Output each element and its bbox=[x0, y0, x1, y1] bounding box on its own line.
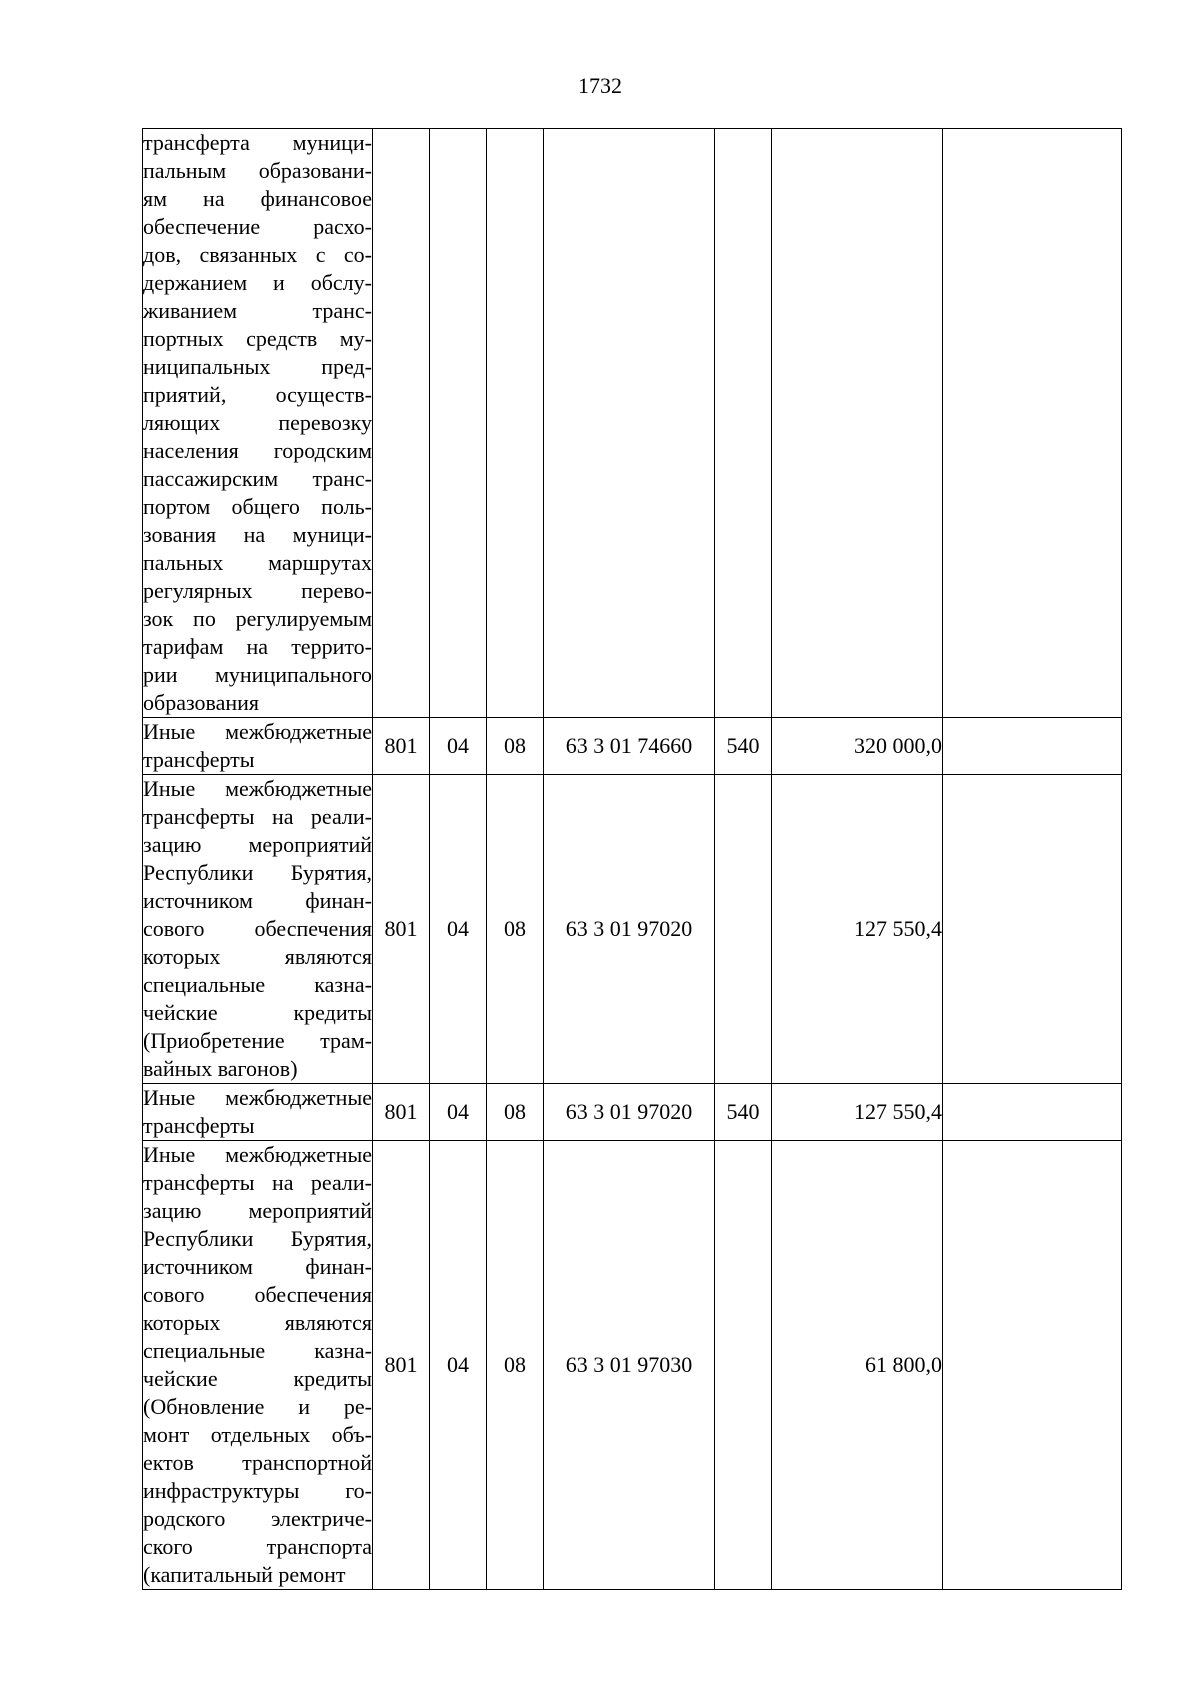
description-line: источником финан- bbox=[143, 888, 372, 913]
target-article-cell bbox=[544, 129, 715, 718]
description-line: обеспечение расхо- bbox=[143, 214, 372, 239]
description-line: сового обеспечения bbox=[143, 916, 372, 941]
amount-cell: 61 800,0 bbox=[772, 1141, 943, 1590]
extra-cell bbox=[943, 1141, 1122, 1590]
subsection-code-cell: 08 bbox=[487, 1141, 544, 1590]
description-cell bbox=[143, 1141, 373, 1590]
subsection-code-cell: 08 bbox=[487, 718, 544, 775]
description-line: пальных маршрутах bbox=[143, 550, 372, 575]
amount-cell: 320 000,0 bbox=[772, 718, 943, 775]
description-line: зацию мероприятий bbox=[143, 1198, 372, 1223]
table-row bbox=[143, 775, 1122, 1084]
expense-type-cell bbox=[715, 129, 772, 718]
description-line: сового обеспечения bbox=[143, 1282, 372, 1307]
target-article-cell: 63 3 01 97020 bbox=[544, 1084, 715, 1141]
description-line: чейские кредиты bbox=[143, 1000, 372, 1025]
description-line: зацию мероприятий bbox=[143, 832, 372, 857]
amount-cell bbox=[772, 129, 943, 718]
table-row bbox=[143, 1141, 1122, 1590]
expense-type-cell: 540 bbox=[715, 718, 772, 775]
description-line: образования bbox=[143, 690, 260, 715]
section-code-cell: 04 bbox=[430, 1084, 487, 1141]
table-row bbox=[143, 129, 1122, 718]
description-line: пальным образовани- bbox=[143, 158, 372, 183]
extra-cell bbox=[943, 1084, 1122, 1141]
description-line: приятий, осуществ- bbox=[143, 382, 372, 407]
budget-table bbox=[142, 128, 1122, 1590]
description-line: ям на финансовое bbox=[143, 186, 372, 211]
description-line: зок по регулируемым bbox=[143, 606, 372, 631]
description-line: портных средств му- bbox=[143, 326, 372, 351]
description-line: пассажирским транс- bbox=[143, 466, 372, 491]
grbs-code-cell: 801 bbox=[373, 1141, 430, 1590]
extra-cell bbox=[943, 718, 1122, 775]
amount-cell: 127 550,4 bbox=[772, 775, 943, 1084]
description-line: чейские кредиты bbox=[143, 1366, 372, 1391]
description-line: источником финан- bbox=[143, 1254, 372, 1279]
target-article-cell: 63 3 01 97020 bbox=[544, 775, 715, 1084]
budget-table-body bbox=[143, 129, 1122, 1590]
target-article-cell: 63 3 01 97030 bbox=[544, 1141, 715, 1590]
description-line: Республики Бурятия, bbox=[143, 1226, 372, 1251]
description-line: трансферты на реали- bbox=[143, 1170, 372, 1195]
description-cell bbox=[143, 1084, 373, 1141]
description-line: Иные межбюджетные bbox=[143, 1142, 372, 1167]
description-line: инфраструктуры го- bbox=[143, 1478, 372, 1503]
description-line: монт отдельных объ- bbox=[143, 1422, 372, 1447]
grbs-code-cell: 801 bbox=[373, 718, 430, 775]
description-line: специальные казна- bbox=[143, 972, 372, 997]
table-row bbox=[143, 1084, 1122, 1141]
grbs-code-cell: 801 bbox=[373, 1084, 430, 1141]
grbs-code-cell bbox=[373, 129, 430, 718]
section-code-cell: 04 bbox=[430, 1141, 487, 1590]
expense-type-cell: 540 bbox=[715, 1084, 772, 1141]
section-code-cell: 04 bbox=[430, 775, 487, 1084]
description-line: ектов транспортной bbox=[143, 1450, 372, 1475]
description-line: дов, связанных с со- bbox=[143, 242, 372, 267]
description-line: ниципальных пред- bbox=[143, 354, 372, 379]
description-line: которых являются bbox=[143, 944, 372, 969]
grbs-code-cell: 801 bbox=[373, 775, 430, 1084]
description-line: которых являются bbox=[143, 1310, 372, 1335]
description-line: Иные межбюджетные bbox=[143, 719, 372, 744]
section-code-cell: 04 bbox=[430, 718, 487, 775]
description-line: ского транспорта bbox=[143, 1534, 372, 1559]
description-line: (Обновление и ре- bbox=[143, 1394, 372, 1419]
extra-cell bbox=[943, 775, 1122, 1084]
table-row bbox=[143, 718, 1122, 775]
extra-cell bbox=[943, 129, 1122, 718]
target-article-cell: 63 3 01 74660 bbox=[544, 718, 715, 775]
description-line: Иные межбюджетные bbox=[143, 1085, 372, 1110]
expense-type-cell bbox=[715, 775, 772, 1084]
subsection-code-cell: 08 bbox=[487, 1084, 544, 1141]
section-code-cell bbox=[430, 129, 487, 718]
description-line: (Приобретение трам- bbox=[143, 1028, 372, 1053]
description-line: трансферты bbox=[143, 747, 255, 772]
description-cell bbox=[143, 775, 373, 1084]
description-line: родского электриче- bbox=[143, 1506, 372, 1531]
description-cell bbox=[143, 129, 373, 718]
description-line: портом общего поль- bbox=[143, 494, 372, 519]
amount-cell: 127 550,4 bbox=[772, 1084, 943, 1141]
description-line: трансферты на реали- bbox=[143, 804, 372, 829]
description-line: вайных вагонов) bbox=[143, 1056, 298, 1081]
description-line: (капитальный ремонт bbox=[143, 1562, 346, 1587]
description-line: трансферты bbox=[143, 1113, 255, 1138]
description-line: регулярных перево- bbox=[143, 578, 372, 603]
description-line: Иные межбюджетные bbox=[143, 776, 372, 801]
description-line: специальные казна- bbox=[143, 1338, 372, 1363]
subsection-code-cell: 08 bbox=[487, 775, 544, 1084]
expense-type-cell bbox=[715, 1141, 772, 1590]
page-number: 1732 bbox=[578, 73, 622, 98]
description-line: зования на муници- bbox=[143, 522, 372, 547]
description-line: держанием и обслу- bbox=[143, 270, 372, 295]
description-line: населения городским bbox=[143, 438, 372, 463]
description-line: ляющих перевозку bbox=[143, 410, 372, 435]
description-line: трансферта муници- bbox=[143, 130, 372, 155]
description-cell bbox=[143, 718, 373, 775]
description-line: живанием транс- bbox=[143, 298, 372, 323]
description-line: рии муниципального bbox=[143, 662, 372, 687]
subsection-code-cell bbox=[487, 129, 544, 718]
description-line: Республики Бурятия, bbox=[143, 860, 372, 885]
description-line: тарифам на террито- bbox=[143, 634, 372, 659]
